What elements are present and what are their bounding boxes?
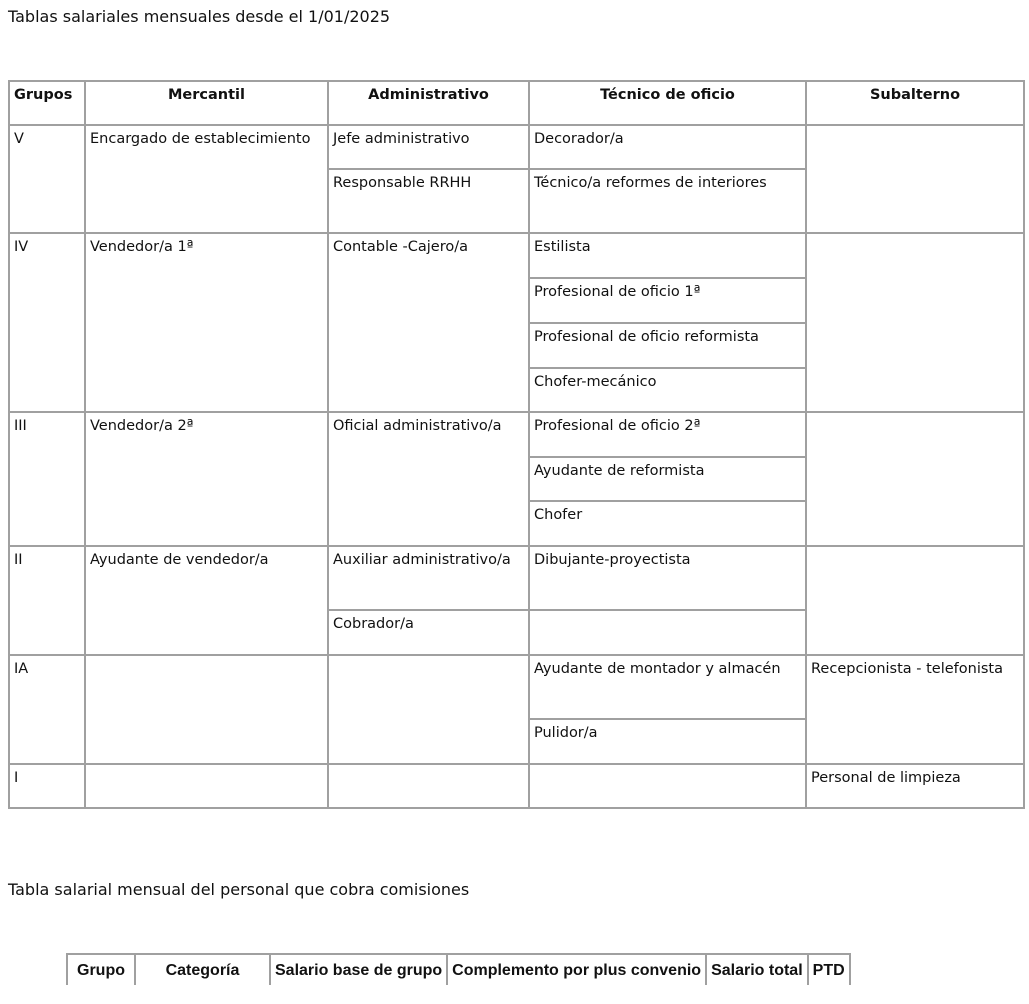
header-salario-base: Salario base de grupo	[270, 954, 447, 985]
commission-salary-table	[66, 953, 851, 985]
tecnico-cell: Estilista	[529, 233, 806, 278]
tecnico-cell	[529, 764, 806, 808]
header-administrativo: Administrativo	[328, 81, 529, 125]
salary-groups-table	[8, 80, 1025, 809]
subalterno-cell: Personal de limpieza	[806, 764, 1024, 808]
header-complemento: Complemento por plus convenio	[447, 954, 706, 985]
table-row	[9, 233, 1024, 278]
admin-cell: Auxiliar administrativo/a	[328, 546, 529, 610]
mercantil-cell: Encargado de establecimiento	[85, 125, 328, 233]
table-row	[9, 125, 1024, 169]
subalterno-cell	[806, 412, 1024, 546]
mercantil-cell: Vendedor/a 1ª	[85, 233, 328, 412]
group-cell: I	[9, 764, 85, 808]
section-title: Tabla salarial mensual del personal que cobra comisiones	[8, 880, 470, 899]
header-grupo: Grupo	[67, 954, 135, 985]
header-tecnico: Técnico de oficio	[529, 81, 806, 125]
group-cell: IA	[9, 655, 85, 764]
admin-cell	[328, 764, 529, 808]
table-row	[9, 412, 1024, 457]
page-title: Tablas salariales mensuales desde el 1/01/2025	[8, 7, 391, 26]
tecnico-cell: Técnico/a reformes de interiores	[529, 169, 806, 233]
subalterno-cell: Recepcionista - telefonista	[806, 655, 1024, 764]
header-salario-total: Salario total	[706, 954, 808, 985]
mercantil-cell	[85, 764, 328, 808]
admin-cell: Cobrador/a	[328, 610, 529, 655]
tecnico-cell: Chofer	[529, 501, 806, 546]
table-header-row	[67, 954, 850, 985]
group-cell: II	[9, 546, 85, 655]
header-mercantil: Mercantil	[85, 81, 328, 125]
admin-cell	[328, 655, 529, 764]
tecnico-cell: Profesional de oficio reformista	[529, 323, 806, 368]
table-row	[9, 764, 1024, 808]
tecnico-cell	[529, 610, 806, 655]
tecnico-cell: Pulidor/a	[529, 719, 806, 764]
group-cell: III	[9, 412, 85, 546]
subalterno-cell	[806, 125, 1024, 233]
tecnico-cell: Ayudante de reformista	[529, 457, 806, 501]
subalterno-cell	[806, 233, 1024, 412]
tecnico-cell: Ayudante de montador y almacén	[529, 655, 806, 719]
header-grupos: Grupos	[9, 81, 85, 125]
tecnico-cell: Chofer-mecánico	[529, 368, 806, 412]
admin-cell: Contable -Cajero/a	[328, 233, 529, 412]
tecnico-cell: Dibujante-proyectista	[529, 546, 806, 610]
header-ptd: PTD	[808, 954, 850, 985]
table-row	[9, 546, 1024, 610]
mercantil-cell: Ayudante de vendedor/a	[85, 546, 328, 655]
group-cell: IV	[9, 233, 85, 412]
admin-cell: Oficial administrativo/a	[328, 412, 529, 546]
header-subalterno: Subalterno	[806, 81, 1024, 125]
tecnico-cell: Decorador/a	[529, 125, 806, 169]
tecnico-cell: Profesional de oficio 2ª	[529, 412, 806, 457]
header-categoria: Categoría	[135, 954, 270, 985]
mercantil-cell: Vendedor/a 2ª	[85, 412, 328, 546]
group-cell: V	[9, 125, 85, 233]
tecnico-cell: Profesional de oficio 1ª	[529, 278, 806, 323]
table-row	[9, 655, 1024, 719]
subalterno-cell	[806, 546, 1024, 655]
table-header-row	[9, 81, 1024, 125]
admin-cell: Jefe administrativo	[328, 125, 529, 169]
admin-cell: Responsable RRHH	[328, 169, 529, 233]
mercantil-cell	[85, 655, 328, 764]
